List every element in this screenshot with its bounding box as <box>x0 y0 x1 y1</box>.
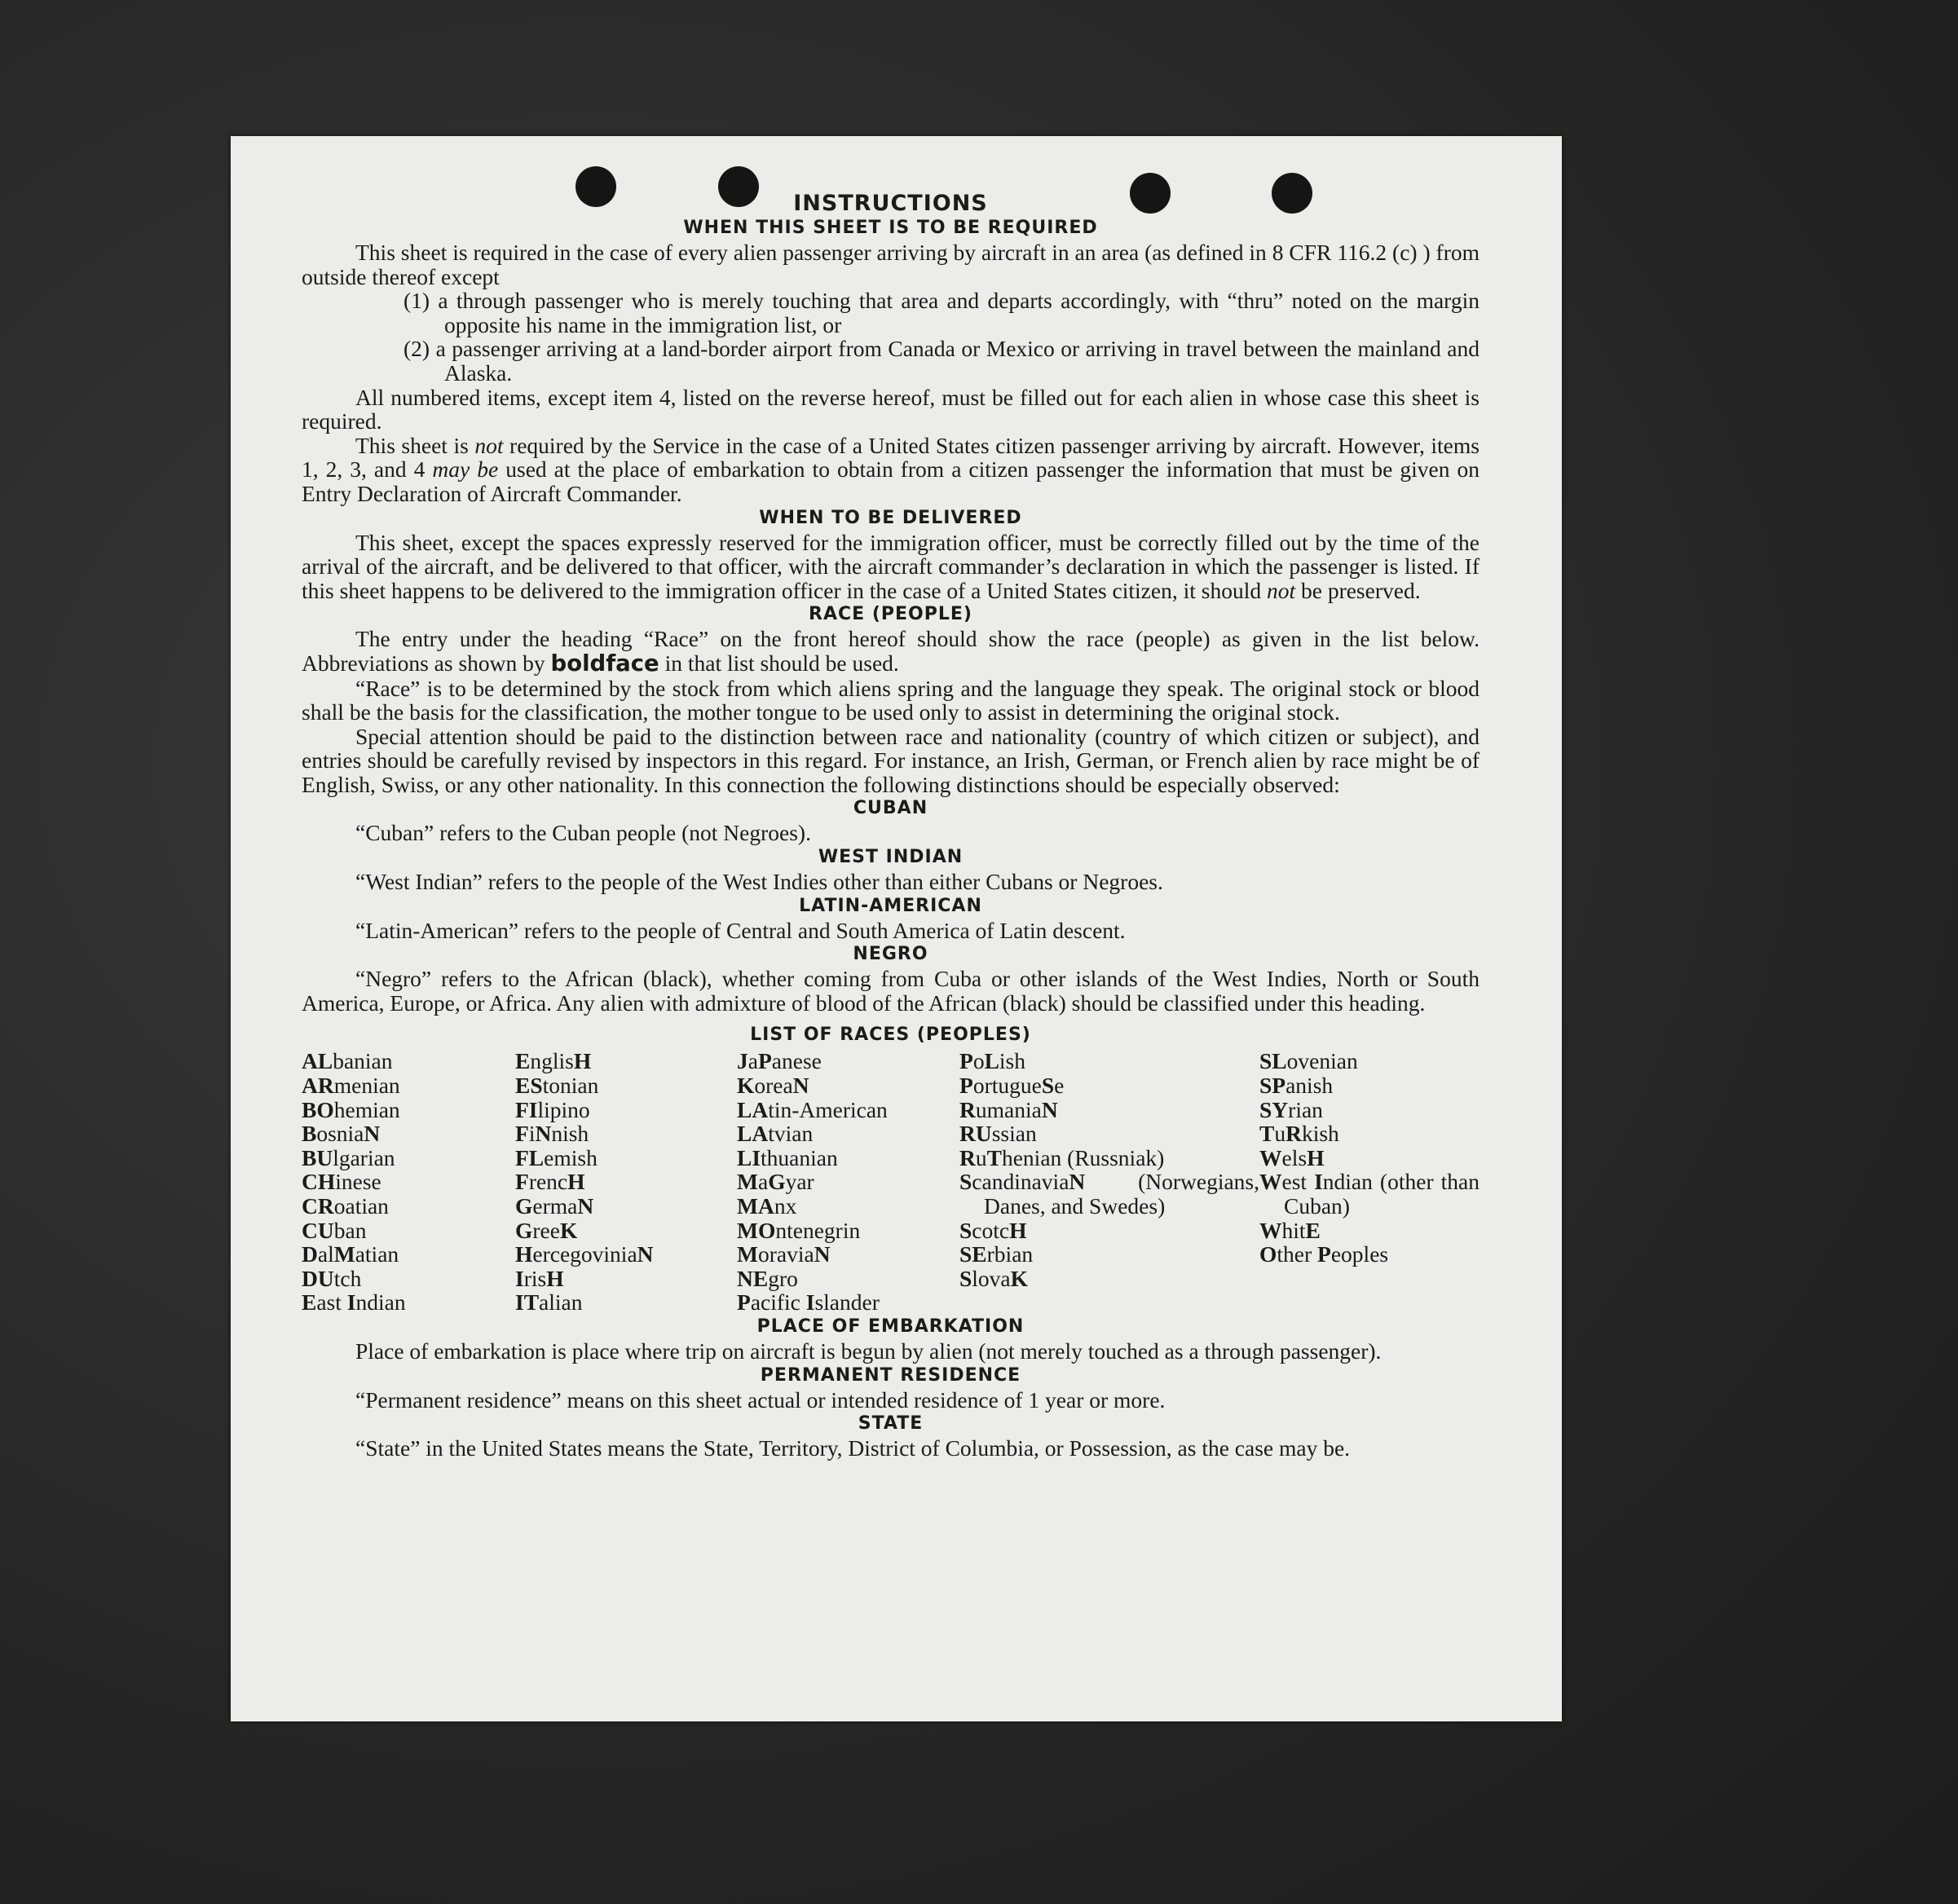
section-heading-state: STATE <box>858 1413 924 1435</box>
paragraph: “Latin-American” refers to the people of Central and South America of Latin descent. <box>355 917 1126 943</box>
race-entry: DalMatian <box>302 1241 399 1267</box>
list-item: (2) a passenger arriving at a land-border airport from Canada or Mexico or arriving in travel between the mainland and Alaska. <box>404 336 1480 386</box>
race-entry: MAnx <box>737 1193 797 1219</box>
race-entry: LAtvian <box>737 1121 814 1147</box>
race-entry: SPanish <box>1259 1073 1334 1099</box>
race-entry: LAtin-American <box>737 1096 888 1122</box>
paragraph: “Negro” refers to the African (black), whether coming from Cuba or other islands of the West Indies, North or South America, Europe, or Africa. Any alien with admixture of blood of the African (black) should be classified under this heading. <box>302 966 1480 1016</box>
instructions-content <box>302 192 1480 1461</box>
race-entry: FLemish <box>515 1144 598 1170</box>
section-heading-list-of-races: LIST OF RACES (PEOPLES) <box>750 1025 1031 1046</box>
race-entry: BOhemian <box>302 1096 400 1122</box>
race-entry: Other Peoples <box>1259 1241 1389 1267</box>
race-entry: GreeK <box>515 1217 578 1243</box>
race-entry: RUssian <box>959 1121 1037 1147</box>
race-entry: NEgro <box>737 1265 798 1291</box>
paragraph: This sheet is not required by the Service in the case of a United States citizen passenger arriving by aircraft. However, items 1, 2, 3, and 4 may be used at the place of embarkation to obtain from a citizen passenger the information that must be given on Entry Declaration of Aircraft Commander. <box>302 432 1480 506</box>
paragraph: This sheet, except the spaces expressly reserved for the immigration officer, must be correctly filled out by the time of the arrival of the aircraft, and be delivered to that officer, with the aircraft commander’s declaration in which the passenger is listed. If this sheet happens to be delivered to the immigration officer in the case of a United States citizen, it should not be preserved. <box>302 529 1480 603</box>
race-entry: KoreaN <box>737 1073 809 1099</box>
paragraph: “Cuban” refers to the Cuban people (not Negroes). <box>355 820 811 846</box>
race-entry: FrencH <box>515 1169 585 1195</box>
section-heading-latin-american: LATIN-AMERICAN <box>799 895 982 916</box>
race-entry: MaGyar <box>737 1169 814 1195</box>
race-entry: East Indian <box>302 1289 406 1316</box>
race-entry: SErbian <box>959 1241 1034 1267</box>
race-entry: FiNnish <box>515 1121 589 1147</box>
race-column <box>302 1049 515 1315</box>
race-entry: ITalian <box>515 1289 583 1316</box>
race-entry: ALbanian <box>302 1048 393 1074</box>
race-entry: PortugueSe <box>959 1073 1065 1099</box>
section-heading-cuban: CUBAN <box>853 798 928 819</box>
race-entry: JaPanese <box>737 1048 822 1074</box>
race-entry: GermaN <box>515 1193 594 1219</box>
section-heading-when-delivered: WHEN TO BE DELIVERED <box>759 507 1022 528</box>
section-heading-race: RACE (PEOPLE) <box>809 604 972 625</box>
race-entry: ScotcH <box>959 1217 1027 1243</box>
section-heading-west-indian: WEST INDIAN <box>818 847 964 868</box>
race-entry: MOntenegrin <box>737 1217 861 1243</box>
instruction-sheet <box>231 136 1562 1721</box>
race-entry: RumaniaN <box>959 1096 1058 1122</box>
paragraph: All numbered items, except item 4, listed on the reverse hereof, must be filled out for each alien in whose case this sheet is required. <box>302 384 1480 434</box>
paragraph: “State” in the United States means the State, Territory, District of Columbia, or Possession, as the case may be. <box>355 1435 1351 1461</box>
race-entry: HercegoviniaN <box>515 1241 654 1267</box>
race-column <box>737 1049 959 1315</box>
section-heading-when-required: WHEN THIS SHEET IS TO BE REQUIRED <box>683 218 1098 238</box>
paragraph: The entry under the heading “Race” on the front hereof should show the race (people) as given in the list below. Abbreviations as shown by boldface in that list should be used. <box>302 626 1480 677</box>
paragraph: Place of embarkation is place where trip on aircraft is begun by alien (not merely touched as a through passenger). <box>355 1338 1382 1364</box>
race-list <box>302 1049 1480 1315</box>
race-entry: CUban <box>302 1217 367 1243</box>
race-entry: TuRkish <box>1259 1121 1339 1147</box>
race-entry: BosniaN <box>302 1121 381 1147</box>
race-column <box>515 1049 737 1315</box>
section-heading-permanent-residence: PERMANENT RESIDENCE <box>760 1364 1021 1386</box>
race-entry: CRoatian <box>302 1193 389 1219</box>
race-column <box>1259 1049 1480 1315</box>
race-entry: SlovaK <box>959 1265 1029 1291</box>
race-entry: Pacific Islander <box>737 1289 880 1316</box>
race-entry: LIthuanian <box>737 1144 838 1170</box>
document-title: INSTRUCTIONS <box>793 191 988 216</box>
list-item: (1) a through passenger who is merely touching that area and departs accordingly, with “thru” noted on the margin opposite his name in the immigration list, or <box>404 288 1480 337</box>
race-entry: WelsH <box>1259 1144 1325 1170</box>
race-entry: DUtch <box>302 1265 362 1291</box>
paragraph: “Race” is to be determined by the stock from which aliens spring and the language they speak. The original stock or blood shall be the basis for the classification, the mother tongue to be used only to assist in determining the original stock. <box>302 675 1480 725</box>
section-heading-negro: NEGRO <box>853 944 928 965</box>
paragraph: “Permanent residence” means on this sheet actual or intended residence of 1 year or more. <box>355 1386 1166 1413</box>
race-entry: PoLish <box>959 1048 1025 1074</box>
race-entry: ScandinaviaN (Norwegians, Danes, and Swedes) <box>959 1169 1259 1219</box>
race-entry: BUlgarian <box>302 1144 395 1170</box>
race-entry: EnglisH <box>515 1048 592 1074</box>
race-entry: WhitE <box>1259 1217 1321 1243</box>
race-entry: EStonian <box>515 1073 599 1099</box>
paragraph: Special attention should be paid to the distinction between race and nationality (country of which citizen or subject), and entries should be carefully revised by inspectors in this regard. For instance, an Irish, German, or French alien by race might be of English, Swiss, or any other nationality. In this connection the following distinctions should be especially observed: <box>302 723 1480 797</box>
race-entry: CHinese <box>302 1169 381 1195</box>
race-entry: FIlipino <box>515 1096 590 1122</box>
paragraph: “West Indian” refers to the people of the West Indies other than either Cubans or Negroes. <box>355 869 1163 895</box>
race-column <box>959 1049 1259 1315</box>
race-entry: SLovenian <box>1259 1048 1358 1074</box>
race-entry: SYrian <box>1259 1096 1323 1122</box>
race-entry: MoraviaN <box>737 1241 831 1267</box>
race-entry: ARmenian <box>302 1073 400 1099</box>
section-heading-place-of-embarkation: PLACE OF EMBARKATION <box>756 1316 1025 1337</box>
paragraph: This sheet is required in the case of every alien passenger arriving by aircraft in an area (as defined in 8 CFR 116.2 (c) ) from outside thereof except <box>302 240 1480 289</box>
race-entry: RuThenian (Russniak) <box>959 1144 1165 1170</box>
race-entry: West Indian (other than Cuban) <box>1259 1169 1480 1219</box>
race-entry: IrisH <box>515 1265 564 1291</box>
